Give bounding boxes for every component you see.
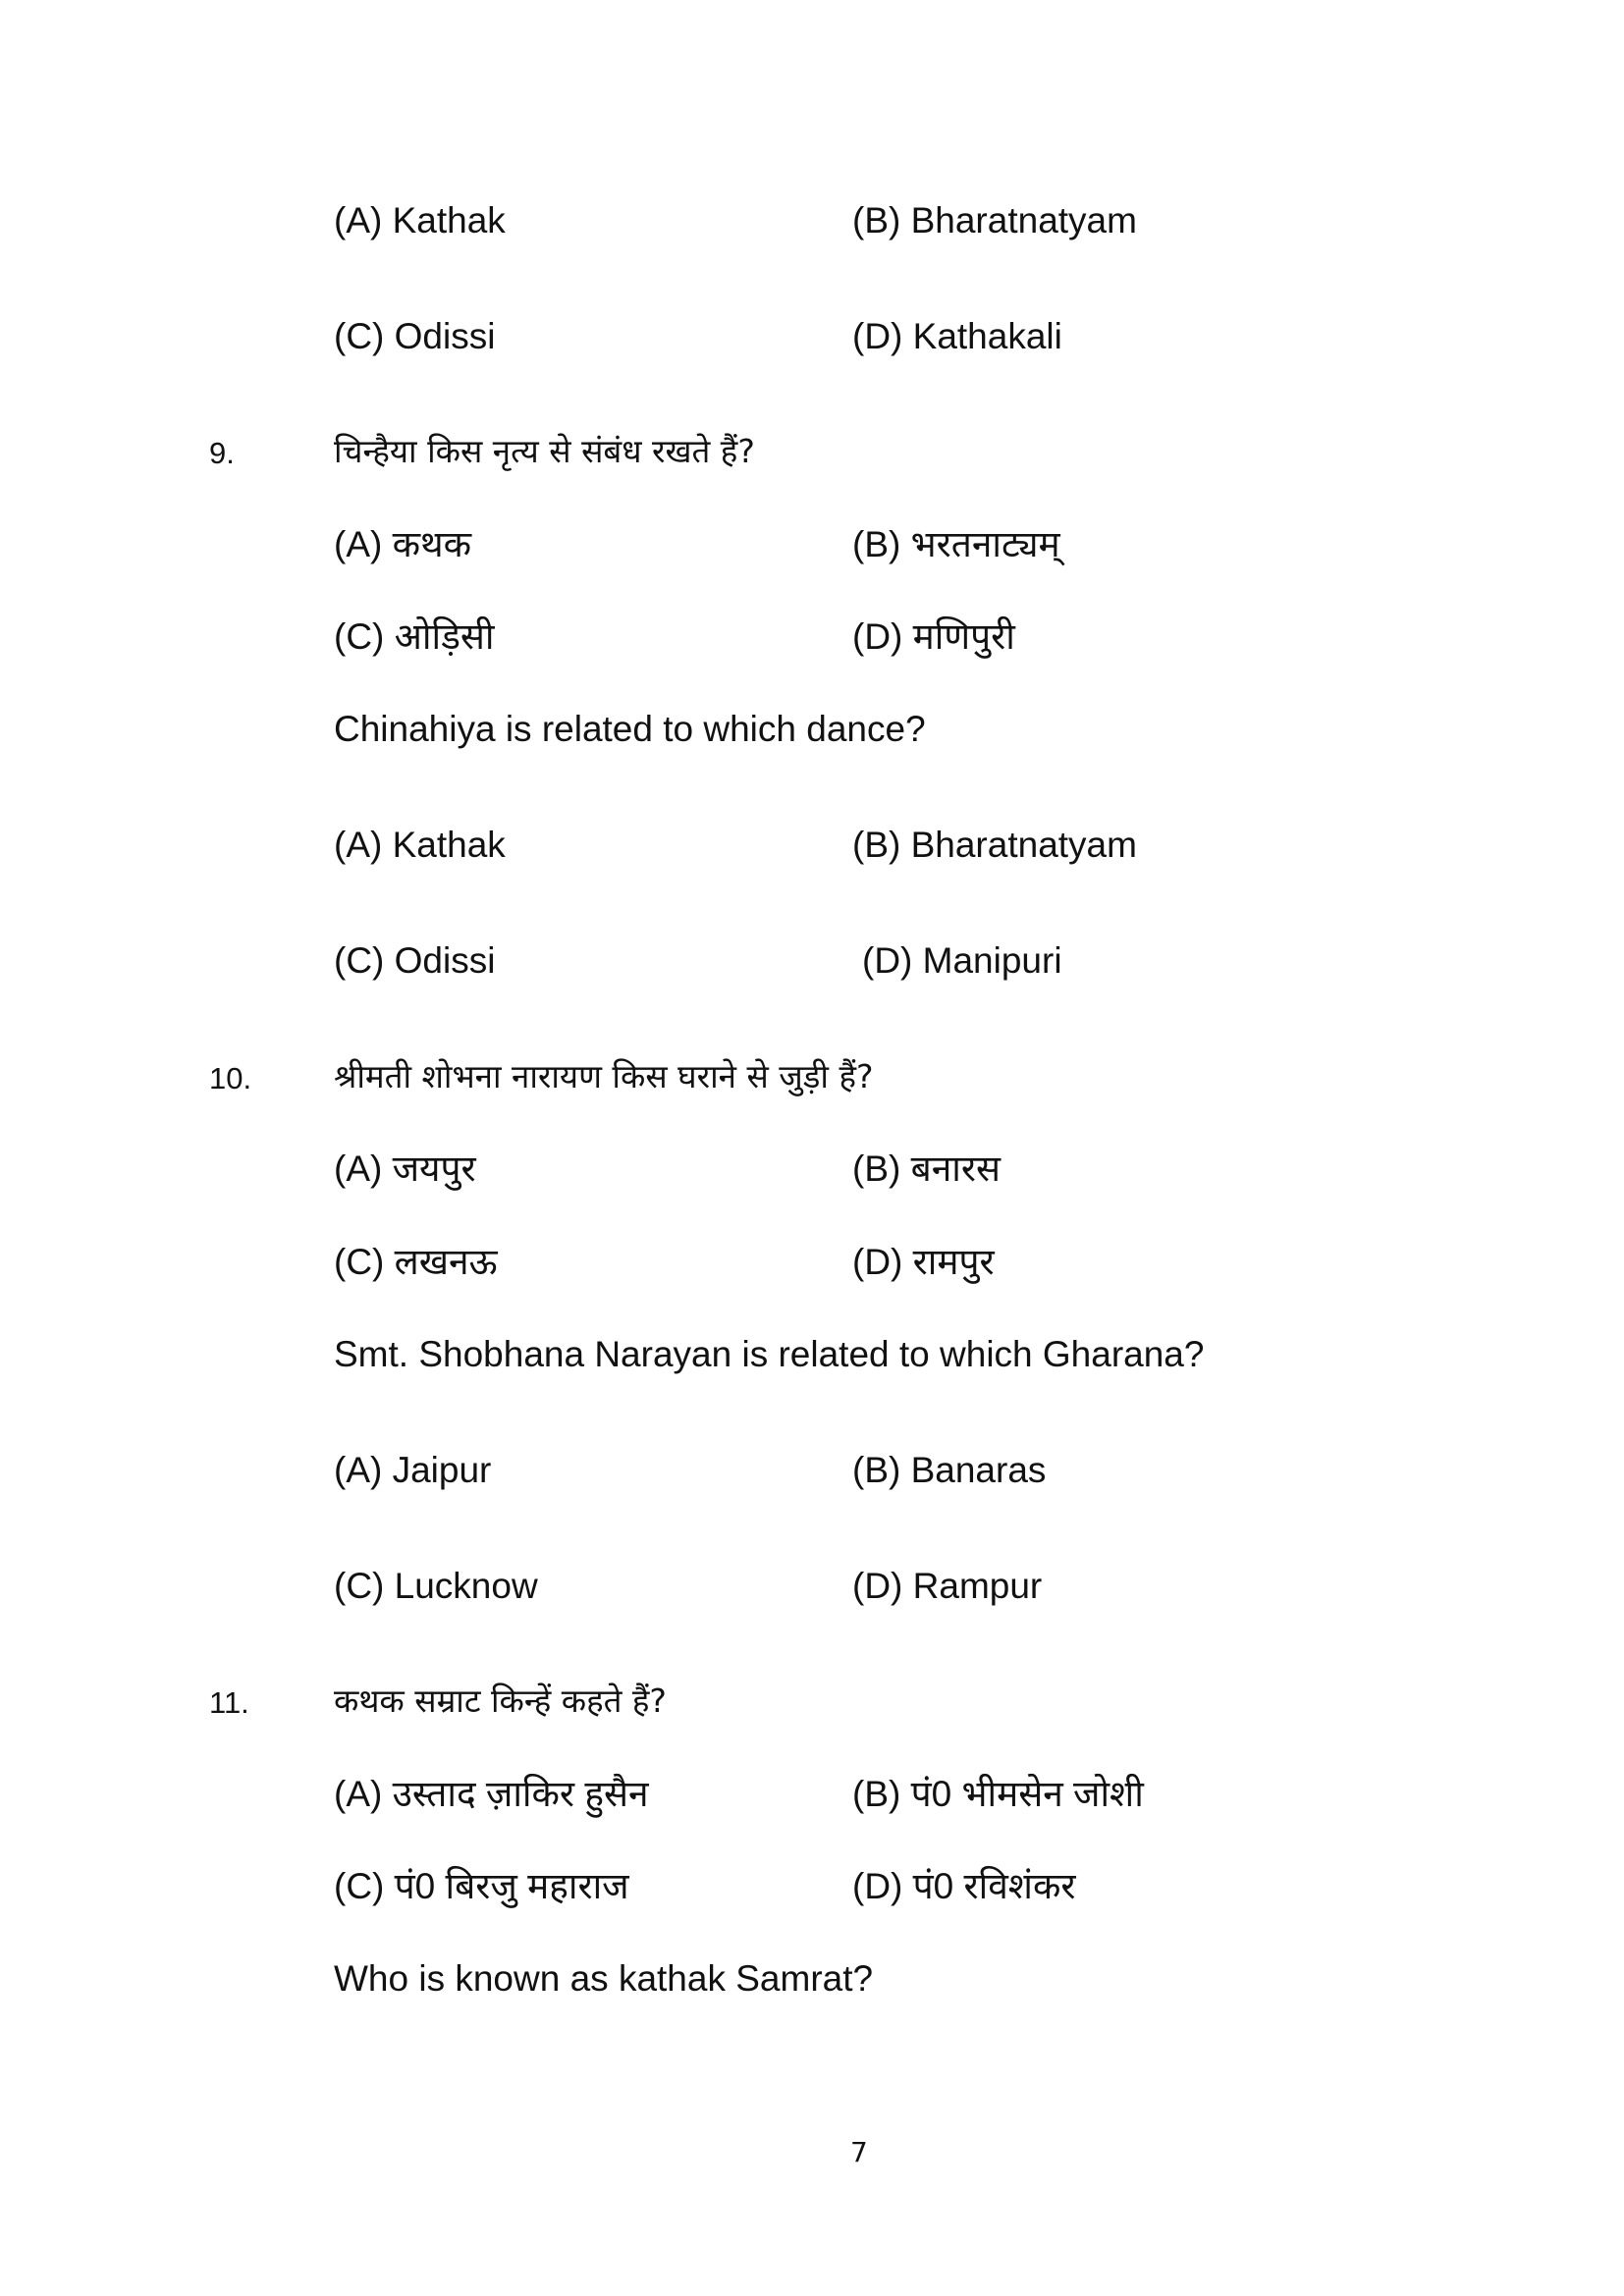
q9-question-en: Chinahiya is related to which dance? (334, 709, 926, 749)
q9-option-b-en: (B) Bharatnatyam (852, 825, 1137, 865)
q10-question-en: Smt. Shobhana Narayan is related to which Gharana? (334, 1334, 1205, 1374)
page-number: 7 (850, 2136, 868, 2168)
q10-option-b-en: (B) Banaras (852, 1450, 1047, 1490)
q8-option-b-en: (B) Bharatnatyam (852, 200, 1137, 240)
q11-option-a-hi: (A) उस्ताद ज़ाकिर हुसैन (334, 1774, 649, 1814)
q10-option-b-hi: (B) बनारस (852, 1148, 1001, 1189)
q8-option-d-en: (D) Kathakali (852, 316, 1062, 356)
q10-option-c-hi: (C) लखनऊ (334, 1242, 498, 1282)
q10-option-c-en: (C) Lucknow (334, 1566, 538, 1606)
q10-number: 10. (209, 1061, 252, 1095)
q11-option-d-hi: (D) पं0 रविशंकर (852, 1866, 1076, 1906)
q11-option-b-hi: (B) पं0 भीमसेन जोशी (852, 1774, 1144, 1814)
q9-option-d-hi: (D) मणिपुरी (852, 616, 1015, 657)
q11-option-c-hi: (C) पं0 बिरजु महाराज (334, 1866, 629, 1906)
q10-question-hi: श्रीमती शोभना नारायण किस घराने से जुड़ी हैं? (334, 1057, 874, 1095)
q9-question-hi: चिन्हैया किस नृत्य से संबंध रखते हैं? (334, 432, 755, 470)
q8-option-c-en: (C) Odissi (334, 316, 496, 356)
q9-option-d-en: (D) Manipuri (862, 940, 1062, 981)
q9-option-c-en: (C) Odissi (334, 940, 496, 981)
q9-option-a-hi: (A) कथक (334, 524, 472, 564)
q11-question-hi: कथक सम्राट किन्हें कहते हैं? (334, 1682, 667, 1720)
q9-option-b-hi: (B) भरतनाट्यम् (852, 524, 1060, 564)
q9-option-c-hi: (C) ओड़िसी (334, 616, 495, 657)
q11-number: 11. (209, 1685, 249, 1720)
q9-number: 9. (209, 436, 235, 470)
q10-option-a-hi: (A) जयपुर (334, 1148, 476, 1189)
q9-option-a-en: (A) Kathak (334, 825, 506, 865)
q10-option-d-en: (D) Rampur (852, 1566, 1043, 1606)
q10-option-d-hi: (D) रामपुर (852, 1242, 995, 1282)
q11-question-en: Who is known as kathak Samrat? (334, 1958, 874, 1999)
q8-option-a-en: (A) Kathak (334, 200, 506, 240)
q10-option-a-en: (A) Jaipur (334, 1450, 492, 1490)
